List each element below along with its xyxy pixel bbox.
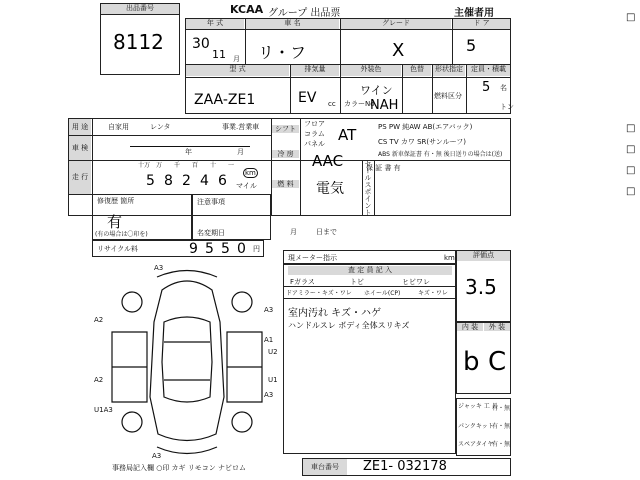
- color-change-label: 色替: [403, 65, 431, 76]
- fuel-value: 電気: [316, 181, 344, 197]
- fuel-label: 燃 料: [272, 180, 299, 188]
- chassis-label: 車台番号: [303, 459, 347, 475]
- engine-value: EV: [298, 90, 317, 106]
- digit-label-1k: 千: [174, 162, 181, 169]
- private-label: 自家用: [108, 123, 129, 131]
- capacity-value: 5: [482, 80, 491, 95]
- shift-column: コラム: [304, 130, 325, 138]
- rental-label: レンタ: [150, 123, 171, 131]
- mark-a3-top: A3: [154, 264, 164, 272]
- notes-label: 注意事項: [197, 198, 225, 206]
- right-check-2: □: [626, 123, 636, 134]
- right-check-1: □: [626, 12, 636, 23]
- mark-a2-left: A2: [94, 316, 104, 324]
- fuel-class-label: 燃料区分: [434, 92, 462, 100]
- color-no-value: NAH: [370, 98, 399, 113]
- wheel-label: ホイール(CP): [364, 290, 401, 297]
- interior-exterior-box: [456, 322, 511, 394]
- f-glass-label: Fガラス: [290, 278, 315, 286]
- recycle-label: リサイクル料: [97, 245, 139, 253]
- shape-label: 形状指定: [433, 65, 465, 76]
- recycle-box: [92, 240, 264, 257]
- recycle-digit-2: 5: [205, 241, 214, 257]
- recycle-digit-4: 0: [237, 241, 246, 257]
- lot-number-value: 8112: [113, 30, 164, 54]
- jack-label: ジャッキ 工 具: [458, 403, 498, 410]
- aircon-label: 冷 房: [272, 150, 299, 158]
- month-unit: 月: [233, 55, 240, 63]
- transfer-label: 名変期日: [197, 229, 225, 237]
- interior-label: 内 装: [457, 323, 483, 331]
- mile-label: マイル: [236, 182, 257, 190]
- mileage-digit-1: 5: [146, 173, 155, 189]
- wheel-damage-label: キズ・ワレ: [418, 290, 448, 297]
- score-box: [456, 250, 511, 322]
- chassis-value: ZE1- 032178: [363, 459, 447, 474]
- interior-value: b: [463, 347, 480, 377]
- engine-label: 排気量: [291, 65, 339, 76]
- year-label: 年 式: [186, 19, 244, 29]
- mileage-digit-3: 2: [182, 173, 191, 189]
- grade-label: グレード: [341, 19, 451, 29]
- mark-a1-right: A1: [264, 336, 274, 344]
- mileage-label: 走 行: [69, 161, 91, 194]
- right-check-5: □: [626, 186, 636, 197]
- digit-label-10: 十: [210, 162, 217, 169]
- person-unit: 名: [500, 84, 507, 92]
- repair-label: 修復歴 箇所: [97, 197, 135, 205]
- right-check-3: □: [626, 144, 636, 155]
- repair-note: (有の場合は〇印を): [95, 231, 148, 238]
- exterior-value: C: [488, 347, 507, 377]
- jack-option: 有・無: [492, 405, 511, 412]
- meter-box: [283, 250, 456, 264]
- recycle-digit-3: 5: [221, 241, 230, 257]
- right-check-4: □: [626, 165, 636, 176]
- recycle-yen: 円: [253, 245, 260, 253]
- business-label: 事業.営業車: [222, 123, 260, 131]
- inspection-strike: [130, 146, 250, 147]
- mark-u1a3: U1A3: [94, 406, 113, 414]
- repair-box: [92, 194, 192, 240]
- digit-label-1: 一: [228, 162, 235, 169]
- right-checkboxes: [626, 12, 638, 197]
- mark-a3-right-bottom: A3: [264, 391, 274, 399]
- digit-label-100: 百: [192, 162, 199, 169]
- shift-panel: パネル: [304, 140, 325, 148]
- model-label: 型 式: [186, 65, 289, 76]
- car-name-value: リ・フ: [258, 43, 307, 62]
- doors-label: ド ア: [453, 19, 510, 29]
- inspection-label: 車 検: [69, 136, 91, 160]
- digit-label-10k: 万: [156, 162, 163, 169]
- recycle-digit-1: 9: [189, 241, 198, 257]
- month-value: 11: [212, 48, 226, 61]
- equipment-row-2: CS TV カワ SR(サンルーフ): [378, 138, 466, 146]
- mileage-digits: [132, 161, 240, 194]
- grade-value: X: [392, 40, 405, 61]
- exterior-label: 外 装: [484, 323, 510, 331]
- equipment-row-1: PS PW 純AW AB(エアバック): [378, 123, 473, 131]
- f-glass-crack: ヒビワレ: [402, 278, 430, 286]
- f-glass-chip: トビ: [350, 278, 364, 286]
- ton-unit: トン: [500, 103, 514, 111]
- car-damage-diagram: [92, 262, 282, 462]
- inspection-month: 月: [237, 148, 244, 156]
- organizer-label: 主催者用: [454, 8, 494, 19]
- aircon-value: AAC: [312, 152, 344, 170]
- doors-value: 5: [466, 36, 477, 55]
- spare-label: スペアタイヤ: [458, 441, 494, 448]
- exterior-color-value: ワイン: [360, 84, 393, 97]
- spare-option: 有・無: [492, 441, 511, 448]
- sales-point-label: セールスポイント: [364, 160, 372, 216]
- digit-label-100k: 十万: [138, 162, 151, 169]
- tools-box: [456, 398, 511, 456]
- notes-box: [192, 194, 271, 240]
- kcaa-logo: KCAA: [230, 3, 264, 16]
- transfer-month: 月: [290, 228, 297, 236]
- meter-unit: km: [444, 254, 455, 262]
- score-value: 3.5: [465, 275, 497, 299]
- door-mirror-label: ドアミラー・キズ・ワレ: [286, 290, 352, 297]
- mileage-digit-4: 4: [200, 173, 209, 189]
- mark-a3-bottom: A3: [152, 452, 162, 460]
- mileage-digit-5: 6: [218, 173, 227, 189]
- puncture-option: 有・無: [492, 423, 511, 430]
- mark-a2-bottom: A2: [94, 376, 104, 384]
- transfer-day: 日まで: [316, 228, 337, 236]
- car-name-label: 車 名: [246, 19, 339, 29]
- model-value: ZAA-ZE1: [194, 92, 256, 108]
- km-label: km: [245, 169, 256, 177]
- chassis-box: [302, 458, 511, 476]
- meter-label: 現メーター指示: [288, 254, 337, 262]
- mileage-digit-2: 8: [164, 173, 173, 189]
- inspector-note-2: ハンドルスレ ボディ全体スリキズ: [288, 321, 410, 330]
- equipment-row-3: ABS 新車保証書 有・無 後日送りの場合は(送): [378, 151, 503, 158]
- inspection-year: 年: [185, 148, 192, 156]
- office-note: 事務局記入欄 ○印 カギ リモコン ナビロム: [112, 464, 247, 472]
- shift-label: シフト: [272, 125, 299, 133]
- lot-number-box: [100, 3, 180, 75]
- year-value: 30: [192, 36, 210, 52]
- mark-a3-right: A3: [264, 306, 274, 314]
- inspector-title: 査 定 員 記 入: [288, 266, 452, 275]
- shift-floor: フロア: [304, 120, 325, 128]
- mark-u1: U1: [268, 376, 278, 384]
- mark-u2: U2: [268, 348, 278, 356]
- lot-number-label: 出品番号: [101, 4, 179, 15]
- score-label: 評価点: [457, 251, 510, 261]
- sales-point-vertical: [362, 160, 375, 216]
- exterior-color-label: 外装色: [341, 65, 401, 76]
- sheet-title: グループ 出品票: [268, 8, 341, 19]
- inspector-note-1: 室内汚れ キズ・ハゲ: [288, 308, 381, 319]
- warranty-label: 保 証 書 有: [366, 164, 401, 172]
- usage-label: 用 途: [69, 119, 91, 135]
- engine-unit: cc: [328, 100, 336, 108]
- shift-value: AT: [338, 126, 357, 144]
- repair-value: 有: [107, 213, 123, 231]
- capacity-label: 定員・積載: [467, 65, 510, 76]
- puncture-label: パンクキット: [458, 423, 494, 430]
- color-no-label: カラーNo.: [344, 100, 377, 108]
